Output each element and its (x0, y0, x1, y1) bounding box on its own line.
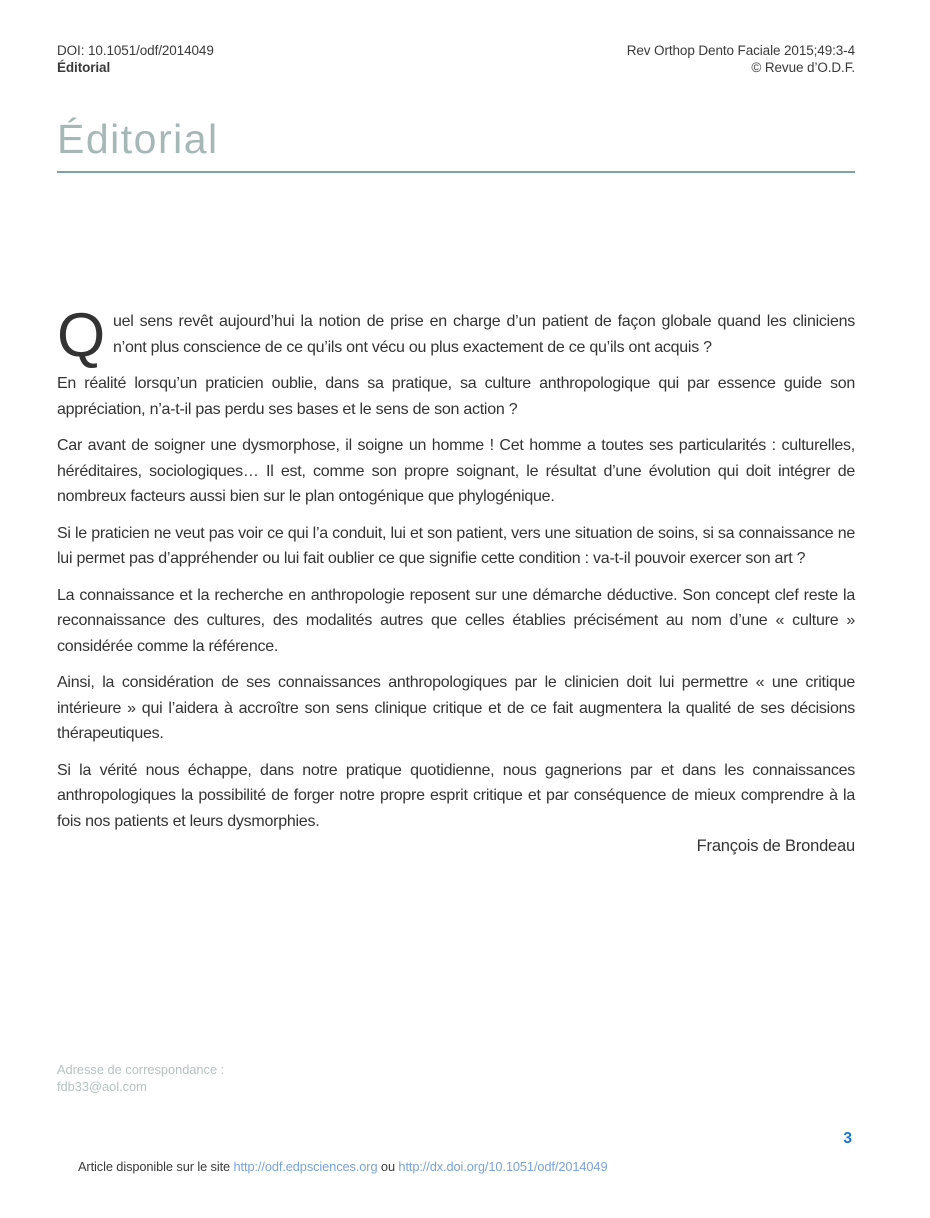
dropcap-letter: Q (57, 301, 105, 370)
author-signature: François de Brondeau (696, 837, 855, 855)
copyright-line: © Revue d’O.D.F. (751, 60, 855, 75)
correspondence-label: Adresse de correspondance : (57, 1062, 225, 1077)
paragraph: En réalité lorsqu’un praticien oublie, dans sa pratique, sa culture anthropologique qui par essence guide son appréciation, n’a-t-il pas perdu ses bases et le sens de son action ? (57, 375, 855, 418)
availability-link-edpsciences[interactable]: http://odf.edpsciences.org (233, 1159, 378, 1174)
availability-link-doi[interactable]: http://dx.doi.org/10.1051/odf/2014049 (398, 1159, 608, 1174)
paragraph-text: uel sens revêt aujourd’hui la notion de prise en charge d’un patient de façon globale quand les cliniciens n’ont plus conscience de ce qu’ils ont vécu ou plus exactement de ce qu’ils ont acquis ? (112, 313, 855, 356)
journal-reference: Rev Orthop Dento Faciale 2015;49:3-4 (626, 43, 855, 58)
paragraph: Si le praticien ne veut pas voir ce qui l’a conduit, lui et son patient, vers une situation de soins, si sa connaissance ne lui permet pas d’appréhender ou lui fait oublier ce que signifie cette condition : va-t-il pouvoir exercer son art ? (57, 524, 855, 567)
doi-line: DOI: 10.1051/odf/2014049 (57, 43, 214, 58)
paragraph: Si la vérité nous échappe, dans notre pratique quotidienne, nous gagnerions par et dans les connaissances anthropologiques la possibilité de forger notre propre esprit critique et par conséquence de mieux comprendre à la fois nos patients et leurs dysmorphies. (57, 761, 855, 830)
availability-separator: ou (377, 1159, 399, 1174)
paragraph: Ainsi, la considération de ses connaissances anthropologiques par le clinicien doit lui permettre « une critique intérieure » qui l’aidera à accroître son sens clinique critique et de ce fait augmentera la qualité de ses décisions thérapeutiques. (57, 674, 855, 742)
running-head (57, 42, 855, 76)
correspondence-block (57, 1061, 224, 1095)
page-number: 3 (843, 1130, 852, 1147)
paragraph (57, 301, 855, 370)
running-head-left (57, 42, 214, 76)
correspondence-email: fdb33@aol.com (57, 1079, 147, 1094)
title-divider (57, 171, 855, 173)
section-label: Éditorial (57, 60, 111, 75)
availability-line (78, 1159, 607, 1174)
page-title: Éditorial (57, 116, 219, 162)
article-body (57, 301, 855, 845)
availability-prefix: Article disponible sur le site (78, 1159, 234, 1174)
running-head-right (627, 42, 855, 76)
paragraph: Car avant de soigner une dysmorphose, il soigne un homme ! Cet homme a toutes ses particularités : culturelles, héréditaires, sociologiques… Il est, comme son propre soignant, le résultat d’une évolution qui doit intégrer de nombreux facteurs aussi bien sur le plan ontogénique que phylogénique. (57, 437, 855, 505)
paragraph: La connaissance et la recherche en anthropologie reposent sur une démarche déductive. Son concept clef reste la reconnaissance des cultures, des modalités autres que celles établies précisément au nom d’une « culture » considérée comme la référence. (57, 586, 855, 655)
